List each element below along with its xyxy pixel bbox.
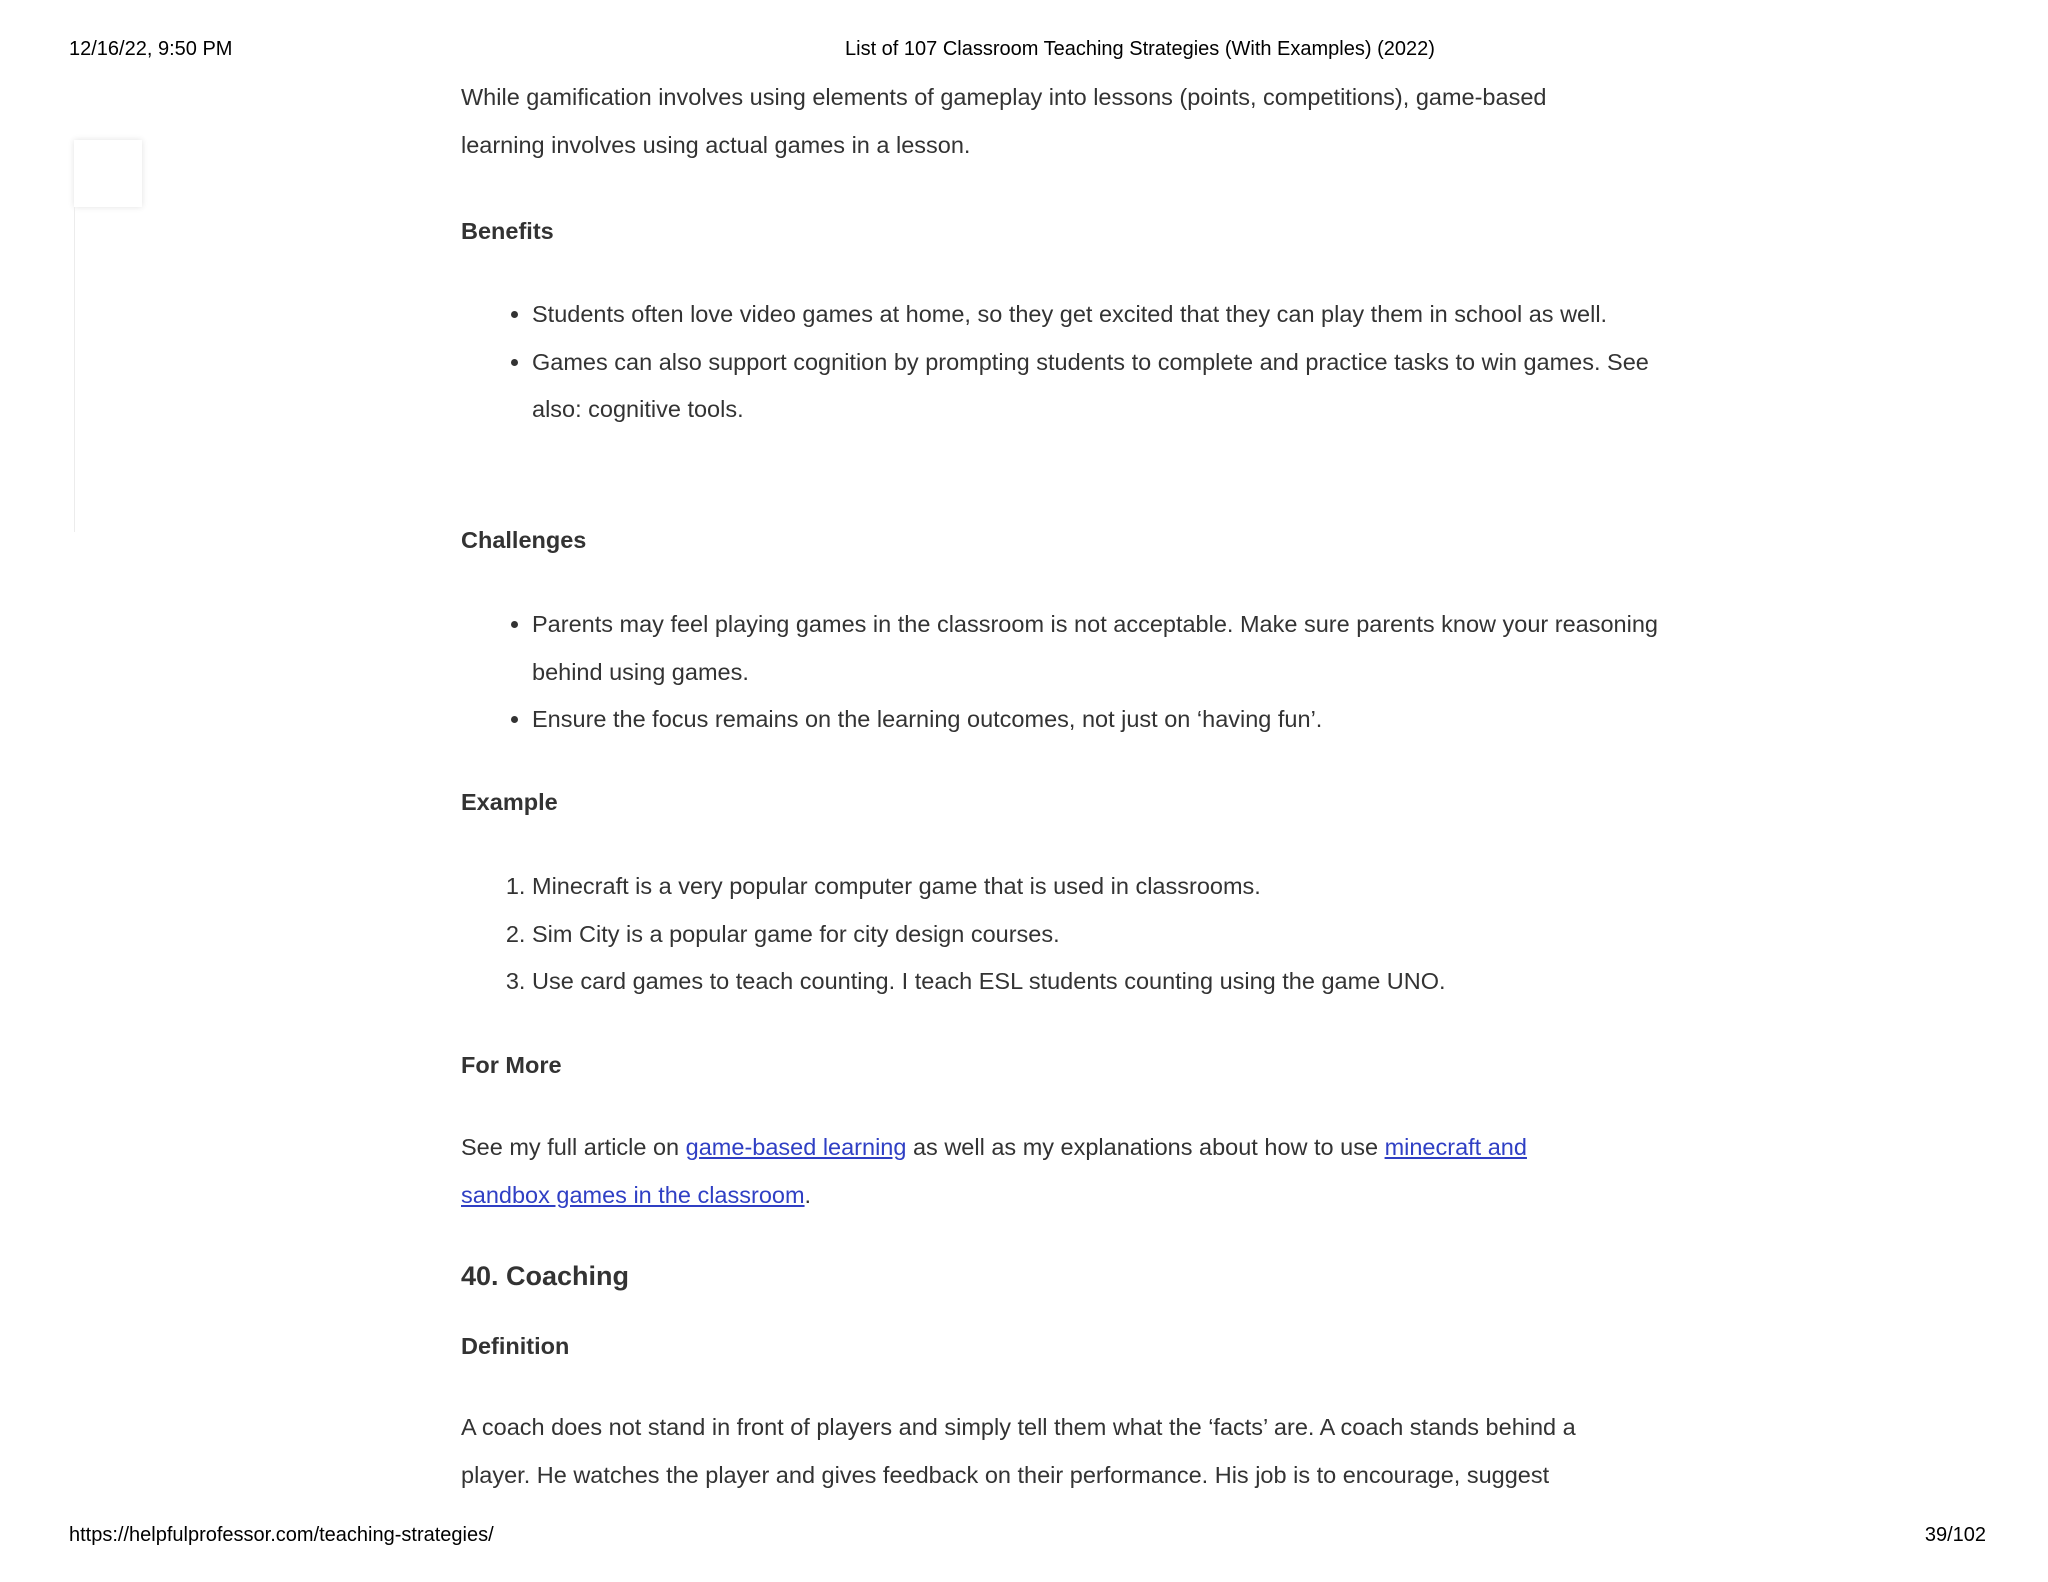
benefits-heading: Benefits [461, 218, 554, 244]
list-item: • Parents may feel playing games in the classroom is not acceptable. Make sure parents know your reasoning behind using games. [532, 601, 1667, 696]
minecraft-sandbox-link[interactable]: minecraft and sandbox games in the classroom [461, 1134, 1527, 1208]
list-item: • Ensure the focus remains on the learning outcomes, not just on ‘having fun’. [532, 696, 1667, 744]
list-item: • Students often love video games at home, so they get excited that they can play them in school as well. [532, 291, 1667, 339]
for-more-text: . [804, 1181, 812, 1208]
side-divider [74, 207, 75, 532]
challenges-heading: Challenges [461, 527, 587, 553]
side-widget [74, 140, 142, 207]
for-more-text: See my full article on [461, 1134, 686, 1160]
benefits-list [461, 291, 1667, 434]
list-item: 3. Use card games to teach counting. I teach ESL students counting using the game UNO. [532, 958, 1667, 1006]
section-heading-coaching: 40. Coaching [461, 1261, 630, 1291]
list-item: • Games can also support cognition by prompting students to complete and practice tasks to win games. See also: cognitive tools. [532, 339, 1667, 434]
definition-heading: Definition [461, 1333, 570, 1359]
game-based-learning-link[interactable]: game-based learning [685, 1134, 907, 1160]
intro-paragraph: While gamification involves using elements of gameplay into lessons (points, competitions), game-based learning involves using actual games in a lesson. [461, 84, 1547, 158]
print-page-title: List of 107 Classroom Teaching Strategies (With Examples) (2022) [845, 38, 1435, 60]
for-more-heading: For More [461, 1052, 562, 1078]
list-item: 2. Sim City is a popular game for city design courses. [532, 911, 1667, 959]
list-item: 1. Minecraft is a very popular computer game that is used in classrooms. [532, 863, 1667, 911]
example-list [461, 863, 1667, 1006]
print-url: https://helpfulprofessor.com/teaching-strategies/ [69, 1524, 494, 1546]
for-more-text: as well as my explanations about how to use [906, 1134, 1385, 1160]
print-datetime: 12/16/22, 9:50 PM [69, 38, 233, 60]
example-heading: Example [461, 789, 558, 815]
challenges-list [461, 601, 1667, 744]
definition-paragraph: A coach does not stand in front of players and simply tell them what the ‘facts’ are. A coach stands behind a player. He watches the player and gives feedback on their performance. His job is to encourage, suggest [461, 1414, 1576, 1488]
for-more-paragraph [461, 1124, 1596, 1219]
print-page-number: 39/102 [1924, 1524, 1986, 1546]
